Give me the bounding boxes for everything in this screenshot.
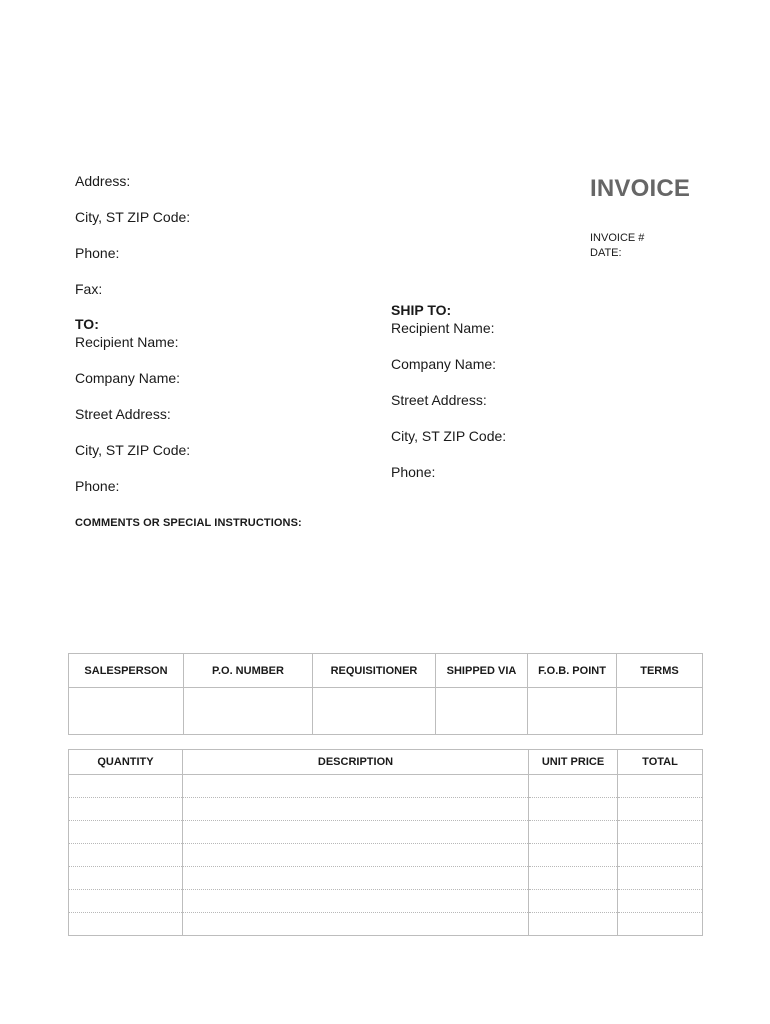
comments-label: COMMENTS OR SPECIAL INSTRUCTIONS:	[75, 517, 302, 529]
total-cell[interactable]	[618, 821, 703, 844]
requisitioner-header: REQUISITIONER	[313, 654, 436, 688]
description-cell[interactable]	[183, 798, 529, 821]
description-cell[interactable]	[183, 867, 529, 890]
line-items-table	[68, 749, 703, 936]
to-recipient-label: Recipient Name:	[75, 334, 179, 350]
order-info-header-row	[69, 654, 703, 688]
terms-cell[interactable]	[617, 688, 703, 735]
terms-header: TERMS	[617, 654, 703, 688]
salesperson-header: SALESPERSON	[69, 654, 184, 688]
quantity-cell[interactable]	[69, 821, 183, 844]
unit-price-cell[interactable]	[529, 844, 618, 867]
description-cell[interactable]	[183, 913, 529, 936]
description-cell[interactable]	[183, 890, 529, 913]
to-city-label: City, ST ZIP Code:	[75, 442, 191, 458]
table-row	[69, 890, 703, 913]
ship-to-recipient-label: Recipient Name:	[391, 320, 495, 336]
unit-price-cell[interactable]	[529, 821, 618, 844]
description-header: DESCRIPTION	[183, 750, 529, 775]
table-row	[69, 844, 703, 867]
unit-price-cell[interactable]	[529, 798, 618, 821]
fob-point-header: F.O.B. POINT	[528, 654, 617, 688]
total-cell[interactable]	[618, 867, 703, 890]
table-row	[69, 821, 703, 844]
po-number-header: P.O. NUMBER	[184, 654, 313, 688]
quantity-cell[interactable]	[69, 798, 183, 821]
po-number-cell[interactable]	[184, 688, 313, 735]
table-row	[69, 775, 703, 798]
ship-to-heading: SHIP TO:	[391, 302, 452, 318]
sender-phone-label: Phone:	[75, 245, 120, 261]
line-items-header-row	[69, 750, 703, 775]
total-cell[interactable]	[618, 844, 703, 867]
sender-city-label: City, ST ZIP Code:	[75, 209, 191, 225]
unit-price-cell[interactable]	[529, 775, 618, 798]
unit-price-cell[interactable]	[529, 890, 618, 913]
invoice-number-label: INVOICE #	[590, 232, 645, 244]
description-cell[interactable]	[183, 821, 529, 844]
quantity-cell[interactable]	[69, 913, 183, 936]
to-heading: TO:	[75, 316, 99, 332]
quantity-cell[interactable]	[69, 844, 183, 867]
unit-price-cell[interactable]	[529, 867, 618, 890]
unit-price-header: UNIT PRICE	[529, 750, 618, 775]
description-cell[interactable]	[183, 844, 529, 867]
to-street-label: Street Address:	[75, 406, 171, 422]
quantity-cell[interactable]	[69, 867, 183, 890]
total-header: TOTAL	[618, 750, 703, 775]
order-info-table	[68, 653, 703, 735]
table-row	[69, 867, 703, 890]
sender-address-label: Address:	[75, 173, 131, 189]
description-cell[interactable]	[183, 775, 529, 798]
shipped-via-cell[interactable]	[436, 688, 528, 735]
ship-to-street-label: Street Address:	[391, 392, 487, 408]
invoice-date-label: DATE:	[590, 247, 622, 259]
shipped-via-header: SHIPPED VIA	[436, 654, 528, 688]
invoice-title: INVOICE	[590, 175, 691, 202]
ship-to-city-label: City, ST ZIP Code:	[391, 428, 507, 444]
requisitioner-cell[interactable]	[313, 688, 436, 735]
total-cell[interactable]	[618, 775, 703, 798]
table-row	[69, 798, 703, 821]
sender-fax-label: Fax:	[75, 281, 103, 297]
quantity-cell[interactable]	[69, 775, 183, 798]
fob-point-cell[interactable]	[528, 688, 617, 735]
to-company-label: Company Name:	[75, 370, 181, 386]
table-row	[69, 913, 703, 936]
unit-price-cell[interactable]	[529, 913, 618, 936]
salesperson-cell[interactable]	[69, 688, 184, 735]
ship-to-phone-label: Phone:	[391, 464, 436, 480]
ship-to-company-label: Company Name:	[391, 356, 497, 372]
total-cell[interactable]	[618, 913, 703, 936]
total-cell[interactable]	[618, 890, 703, 913]
quantity-cell[interactable]	[69, 890, 183, 913]
order-info-value-row	[69, 688, 703, 735]
total-cell[interactable]	[618, 798, 703, 821]
quantity-header: QUANTITY	[69, 750, 183, 775]
to-phone-label: Phone:	[75, 478, 120, 494]
